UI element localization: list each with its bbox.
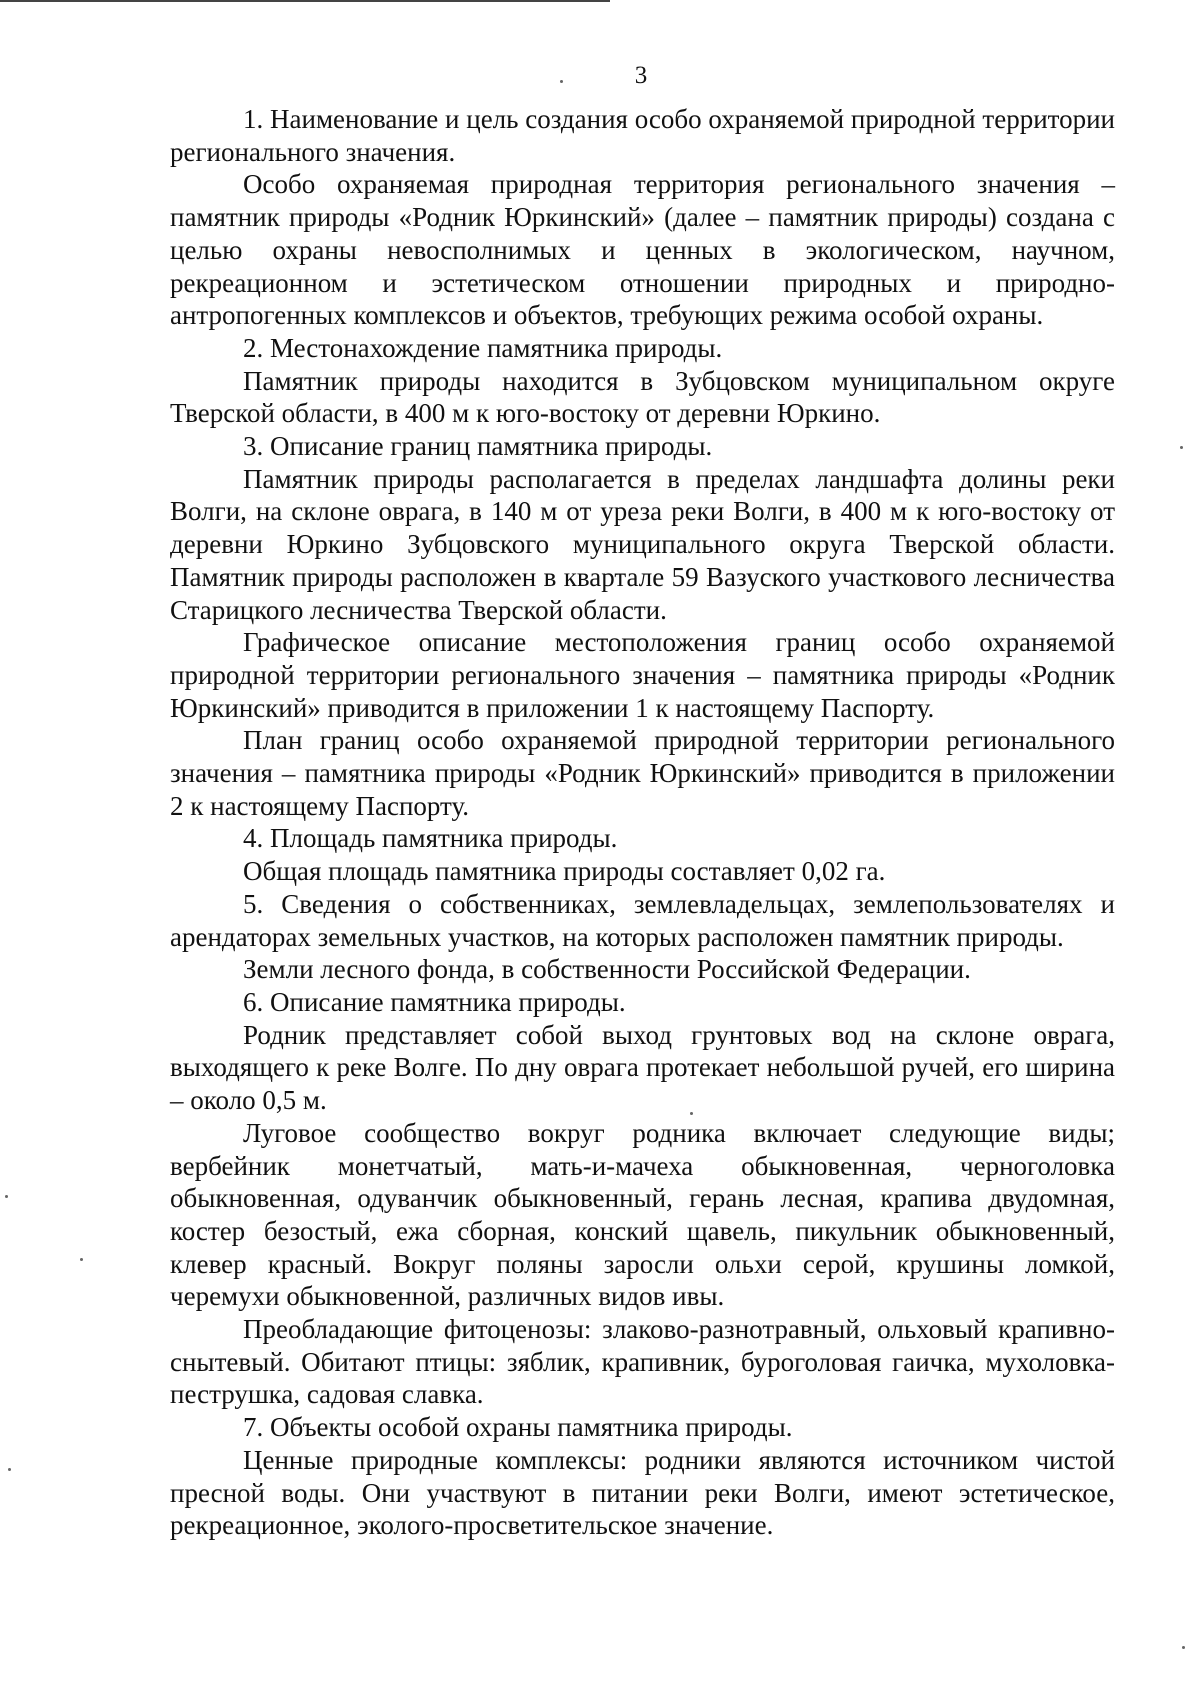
scan-speck — [1180, 446, 1183, 449]
paragraph-spring-description: Родник представляет собой выход грунтовых вод на склоне оврага, выходящего к реке Волге. По дну оврага протекает небольшой ручей, его ширина – около 0,5 м. — [170, 1019, 1115, 1116]
paragraph-area: Общая площадь памятника природы составляет 0,02 га. — [243, 856, 886, 887]
scan-speck — [560, 80, 563, 83]
paragraph-graphic-description: Графическое описание местоположения границ особо охраняемой природной территории регионального значения – памятника природы «Родник Юркинский» приводится в приложении 1 к настоящему Паспорту. — [170, 627, 1115, 723]
page-number: 3 — [634, 62, 648, 89]
paragraph-section-7-heading: 7. Объекты особой охраны памятника природы. — [243, 1412, 793, 1443]
paragraph-meadow-species: Луговое сообщество вокруг родника включает следующие виды; вербейник монетчатый, мать-и-мачеха обыкновенная, черноголовка обыкновенная, одуванчик обыкновенный, герань лесная, крапива двудомная, костер безостый, ежа сборная, конский щавель, пикульник обыкновенный, клевер красный. Вокруг поляны заросли ольхи серой, крушины ломкой, черемухи обыкновенной, различных видов ивы. — [170, 1117, 1115, 1312]
paragraph-section-6-heading: 6. Описание памятника природы. — [243, 986, 626, 1017]
scan-speck — [8, 1468, 11, 1471]
paragraph-location: Памятник природы находится в Зубцовском муниципальном округе Тверской области, в 400 м к юго-востоку от деревни Юркино. — [170, 365, 1115, 429]
paragraph-boundaries: Памятник природы располагается в пределах ландшафта долины реки Волги, на склоне оврага, в 140 м от уреза реки Волги, в 400 м к юго-востоку от деревни Юркино Зубцовского муниципального округа Тверской области. Памятник природы расположен в квартале 59 Вазуского участкового лесничества Старицкого лесничества Тверской области. — [170, 463, 1115, 625]
paragraph-section-4-heading: 4. Площадь памятника природы. — [243, 823, 618, 854]
document-body — [170, 103, 1115, 1542]
paragraph-section-2-heading: 2. Местонахождение памятника природы. — [243, 332, 723, 363]
paragraph-section-5-heading: 5. Сведения о собственниках, землевладельцах, землепользователях и арендаторах земельных участков, на которых расположен памятник природы. — [170, 888, 1115, 952]
paragraph-purpose: Особо охраняемая природная территория регионального значения – памятник природы «Родник Юркинский» (далее – памятник природы) создана с целью охраны невосполнимых и ценных в экологическом, научном, рекреационном и эстетическом отношении природных и природно-антропогенных комплексов и объектов, требующих режима особой охраны. — [170, 169, 1115, 331]
scan-speck — [5, 1195, 8, 1198]
scan-speck — [80, 1258, 83, 1261]
scan-speck — [690, 1112, 693, 1115]
paragraph-protected-objects: Ценные природные комплексы: родники являются источником чистой пресной воды. Они участвуют в питании реки Волги, имеют эстетическое, рекреационное, эколого-просветительское значение. — [170, 1444, 1115, 1541]
paragraph-section-1-heading: 1. Наименование и цель создания особо охраняемой природной территории регионального значения. — [170, 104, 1115, 167]
paragraph-phytocenoses: Преобладающие фитоценозы: злаково-разнотравный, ольховый крапивно-снытевый. Обитают птицы: зяблик, крапивник, буроголовая гаичка, мухоловка-пеструшка, садовая славка. — [170, 1314, 1115, 1410]
scan-speck — [1182, 1646, 1185, 1649]
scan-edge-line — [0, 0, 610, 2]
paragraph-section-3-heading: 3. Описание границ памятника природы. — [243, 431, 713, 462]
paragraph-boundary-plan: План границ особо охраняемой природной территории регионального значения – памятника природы «Родник Юркинский» приводится в приложении 2 к настоящему Паспорту. — [170, 725, 1115, 821]
paragraph-land-ownership: Земли лесного фонда, в собственности Российской Федерации. — [243, 954, 971, 985]
